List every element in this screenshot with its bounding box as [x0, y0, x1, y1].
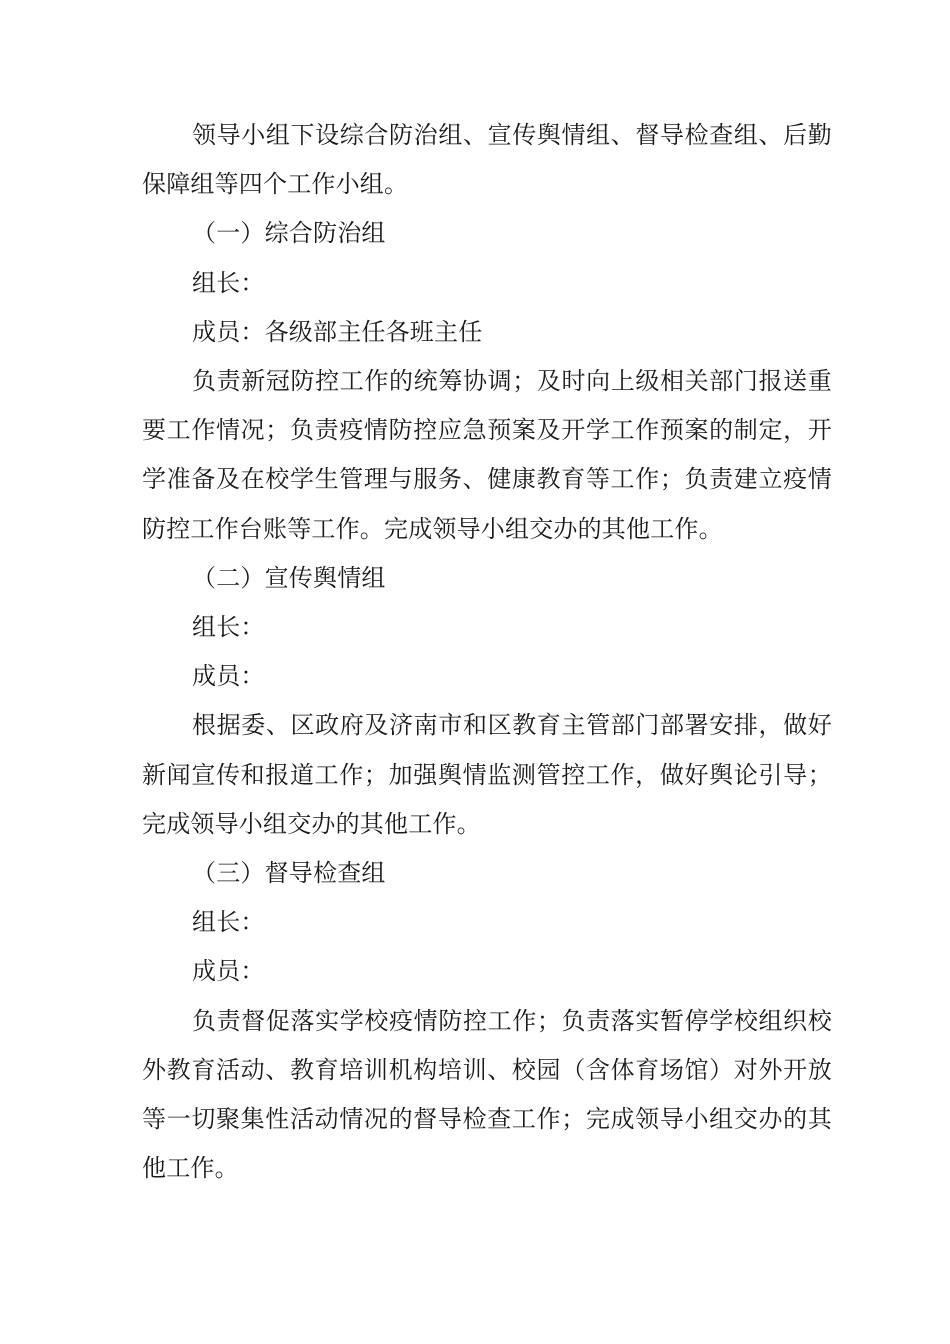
section-heading-comprehensive-prevention: （一）综合防治组 [192, 219, 386, 248]
group-leader-line: 组长： [192, 908, 265, 937]
duties-paragraph: 负责督促落实学校疫情防控工作；负责落实暂停学校组织校外教育活动、教育培训机构培训、校园（含体育场馆）对外开放等一切聚集性活动情况的督导检查工作；完成领导小组交办的其他工作。 [142, 1006, 832, 1183]
group-members-line: 成员：各级部主任各班主任 [192, 317, 483, 346]
group-members-line: 成员： [192, 662, 265, 691]
document-body [142, 111, 832, 1193]
group-members-line: 成员： [192, 957, 265, 986]
section-heading-supervision: （三）督导检查组 [192, 859, 386, 888]
group-leader-line: 组长： [192, 268, 265, 297]
section-heading-publicity: （二）宣传舆情组 [192, 563, 386, 592]
intro-paragraph: 领导小组下设综合防治组、宣传舆情组、督导检查组、后勤保障组等四个工作小组。 [142, 121, 832, 199]
duties-paragraph: 负责新冠防控工作的统筹协调；及时向上级相关部门报送重要工作情况；负责疫情防控应急预案及开学工作预案的制定，开学准备及在校学生管理与服务、健康教育等工作；负责建立疫情防控工作台账等工作。完成领导小组交办的其他工作。 [142, 367, 832, 543]
group-leader-line: 组长： [192, 613, 265, 642]
duties-paragraph: 根据委、区政府及济南市和区教育主管部门部署安排，做好新闻宣传和报道工作；加强舆情监测管控工作，做好舆论引导；完成领导小组交办的其他工作。 [142, 711, 832, 838]
